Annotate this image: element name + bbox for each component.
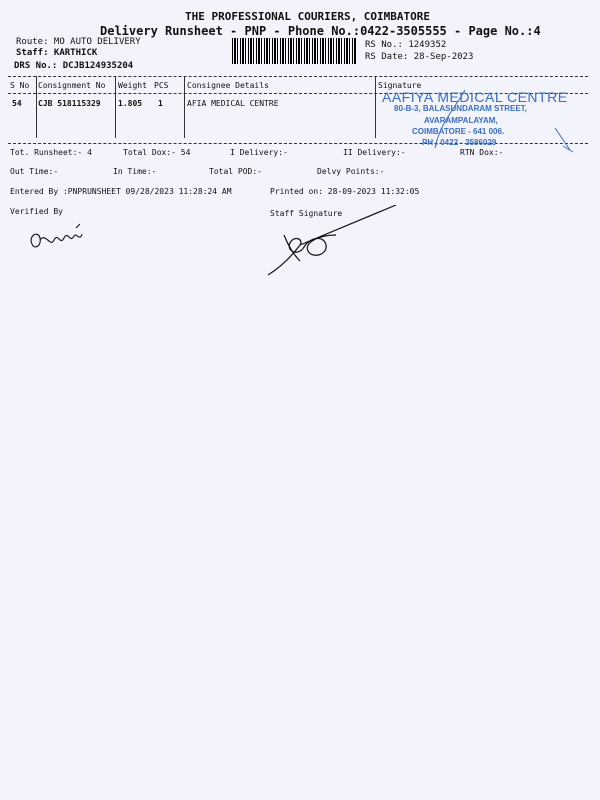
in-time: In Time:- — [113, 167, 157, 176]
i-delivery: I Delivery:- — [230, 148, 288, 157]
company-title: THE PROFESSIONAL COURIERS, COIMBATORE — [185, 10, 431, 23]
stamp-line2: AVARAMPALAYAM, — [424, 116, 498, 125]
out-time: Out Time:- — [10, 167, 59, 176]
header-signature: Signature — [378, 81, 422, 90]
col-divider — [375, 76, 376, 138]
stamp-line1: 80-B-3, BALASUNDARAM STREET, — [394, 104, 527, 113]
row-sno: 54 — [12, 99, 22, 108]
header-consignment: Consignment No — [38, 81, 106, 90]
printed-on: Printed on: 28-09-2023 11:32:05 — [270, 187, 420, 196]
row-consignment: CJB 518115329 — [38, 99, 101, 108]
drs-number: DRS No.: DCJB124935204 — [14, 61, 134, 71]
staff-signature-label: Staff Signature — [270, 209, 343, 218]
header-weight: Weight — [118, 81, 147, 90]
barcode — [232, 38, 356, 64]
header-consignee: Consignee Details — [187, 81, 269, 90]
delvy-points: Delvy Points:- — [317, 167, 385, 176]
tot-runsheet: Tot. Runsheet:- 4 — [10, 148, 92, 157]
col-divider — [115, 76, 116, 138]
staff-label: Staff: KARTHICK — [16, 48, 98, 58]
stamp-line3: COIMBATORE - 641 006. — [412, 127, 505, 136]
header-sno: S No — [10, 81, 30, 90]
header-pcs: PCS — [154, 81, 169, 90]
verifier-signature — [26, 218, 96, 258]
verified-by-label: Verified By — [10, 207, 63, 216]
row-weight: 1.805 — [118, 99, 143, 108]
stamp-line4: PH : 0422 - 3586029 — [422, 138, 497, 147]
entered-by: Entered By :PNPRUNSHEET 09/28/2023 11:28:24 AM — [10, 187, 232, 196]
ii-delivery: II Delivery:- — [343, 148, 406, 157]
route-label: Route: MO AUTO DELIVERY — [16, 37, 141, 47]
row-pcs: 1 — [158, 99, 163, 108]
col-divider — [184, 76, 185, 138]
staff-signature — [264, 205, 414, 280]
row-consignee: AFIA MEDICAL CENTRE — [187, 99, 279, 108]
rs-number: RS No.: 1249352 — [365, 40, 447, 50]
total-dox: Total Dox:- 54 — [123, 148, 191, 157]
total-pod: Total POD:- — [209, 167, 262, 176]
table-top-border — [8, 76, 588, 77]
stamp-name: AAFIYA MEDICAL CENTRE — [382, 89, 568, 105]
rtn-dox: RTN Dox:- — [460, 148, 504, 157]
runsheet-title: Delivery Runsheet - PNP - Phone No.:0422-3505555 - Page No.:4 — [100, 24, 541, 38]
col-divider — [36, 76, 37, 138]
rs-date: RS Date: 28-Sep-2023 — [365, 52, 474, 62]
